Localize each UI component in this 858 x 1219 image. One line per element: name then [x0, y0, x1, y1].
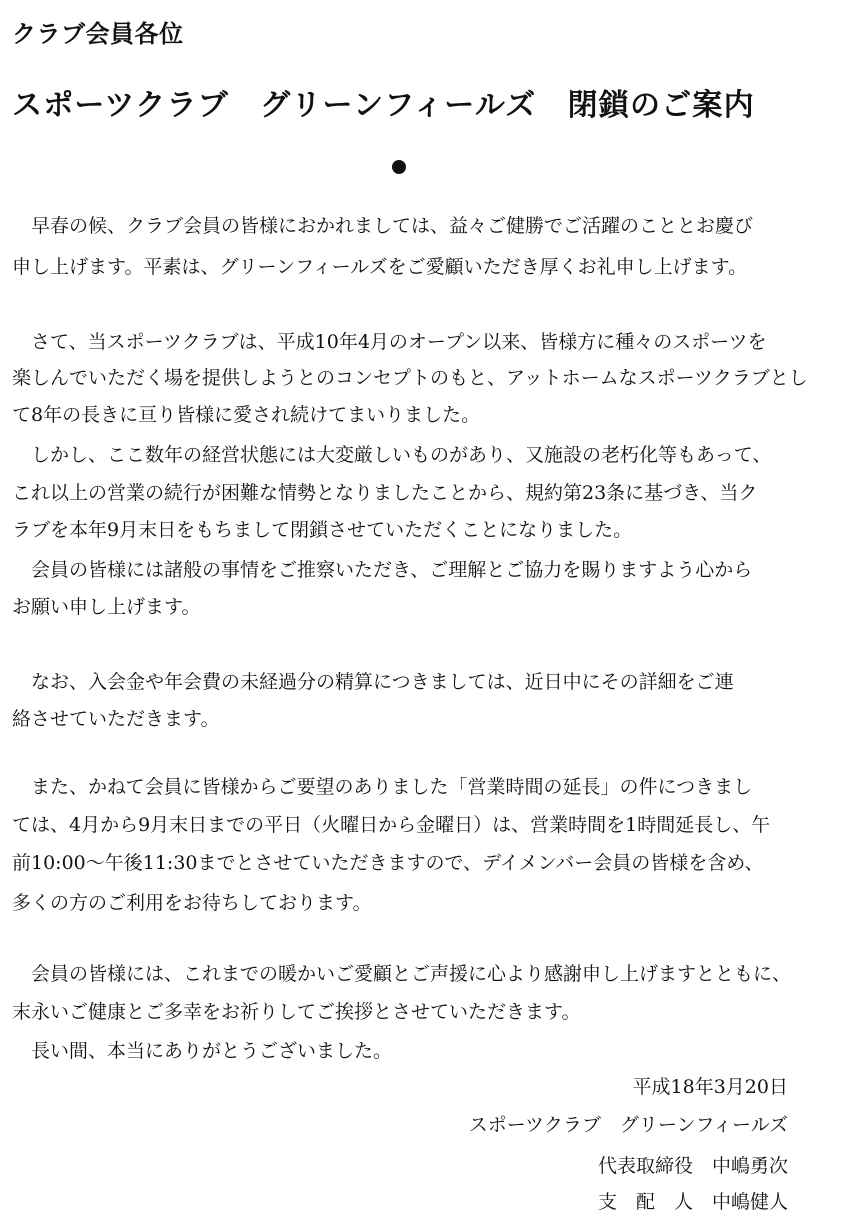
paragraph-greeting-line-2: 申し上げます。平素は、グリーンフィールズをご愛顧いただき厚くお礼申し上げます。	[12, 256, 748, 278]
signatory-name: 中嶋健人	[711, 1191, 788, 1213]
paragraph-hours-line-3: 前10:00～午後11:30までとさせていただきますので、デイメンバー会員の皆様を含め、	[12, 852, 764, 874]
paragraph-thanks-line-1: 会員の皆様には、これまでの暖かいご愛顧とご声援に心より感謝申し上げますとともに、	[12, 963, 792, 985]
paragraph-hours-line-1: また、かねて会員に皆様からご要望のありました「営業時間の延長」の件につきまし	[12, 776, 753, 798]
paragraph-refund-line-2: 絡させていただきます。	[12, 708, 220, 730]
paragraph-refund-line-1: なお、入会金や年会費の未経過分の精算につきましては、近日中にその詳細をご連	[12, 671, 734, 693]
signatory-role: 代表取締役	[597, 1155, 693, 1177]
addressee: クラブ会員各位	[12, 20, 184, 48]
paragraph-greeting-line-1: 早春の候、クラブ会員の皆様におかれましては、益々ご健勝でご活躍のこととお慶び	[12, 215, 754, 237]
signatory-role: 支 配 人	[597, 1191, 693, 1213]
signatory-1	[598, 1154, 788, 1178]
paragraph-history-line-2: 楽しんでいただく場を提供しようとのコンセプトのもと、アットホームなスポーツクラブとし	[12, 367, 808, 389]
paragraph-thanks-line-2: 末永いご健康とご多幸をお祈りしてご挨拶とさせていただきます。	[12, 1001, 581, 1023]
paragraph-closure-line-2: これ以上の営業の続行が困難な情勢となりましたことから、規約第23条に基づき、当ク	[12, 482, 758, 504]
paragraph-hours-line-2: ては、4月から9月末日までの平日（火曜日から金曜日）は、営業時間を1時間延長し、午	[12, 814, 771, 836]
signatory-2	[598, 1190, 788, 1214]
paragraph-closure-line-1: しかし、ここ数年の経営状態には大変厳しいものがあり、又施設の老朽化等もあって、	[12, 444, 772, 466]
document-title: スポーツクラブ グリーンフィールズ 閉鎖のご案内	[12, 88, 755, 123]
paragraph-closure-line-3: ラブを本年9月末日をもちまして閉鎖させていただくことになりました。	[12, 519, 633, 541]
paragraph-request-line-1: 会員の皆様には諸般の事情をご推察いただき、ご理解とご協力を賜りますよう心から	[12, 559, 753, 581]
paragraph-hours-line-4: 多くの方のご利用をお待ちしております。	[12, 892, 372, 914]
organization-name: スポーツクラブ グリーンフィールズ	[468, 1114, 788, 1136]
signatory-name: 中嶋勇次	[711, 1155, 788, 1177]
paragraph-history-line-1: さて、当スポーツクラブは、平成10年4月のオープン以来、皆様方に種々のスポーツを	[12, 331, 767, 353]
paragraph-request-line-2: お願い申し上げます。	[12, 596, 201, 618]
paragraph-thanks-line-3: 長い間、本当にありがとうございました。	[12, 1040, 393, 1062]
issue-date: 平成18年3月20日	[632, 1076, 788, 1098]
paragraph-history-line-3: て8年の長きに亘り皆様に愛され続けてまいりました。	[12, 404, 481, 426]
bullet-mark	[392, 160, 406, 174]
